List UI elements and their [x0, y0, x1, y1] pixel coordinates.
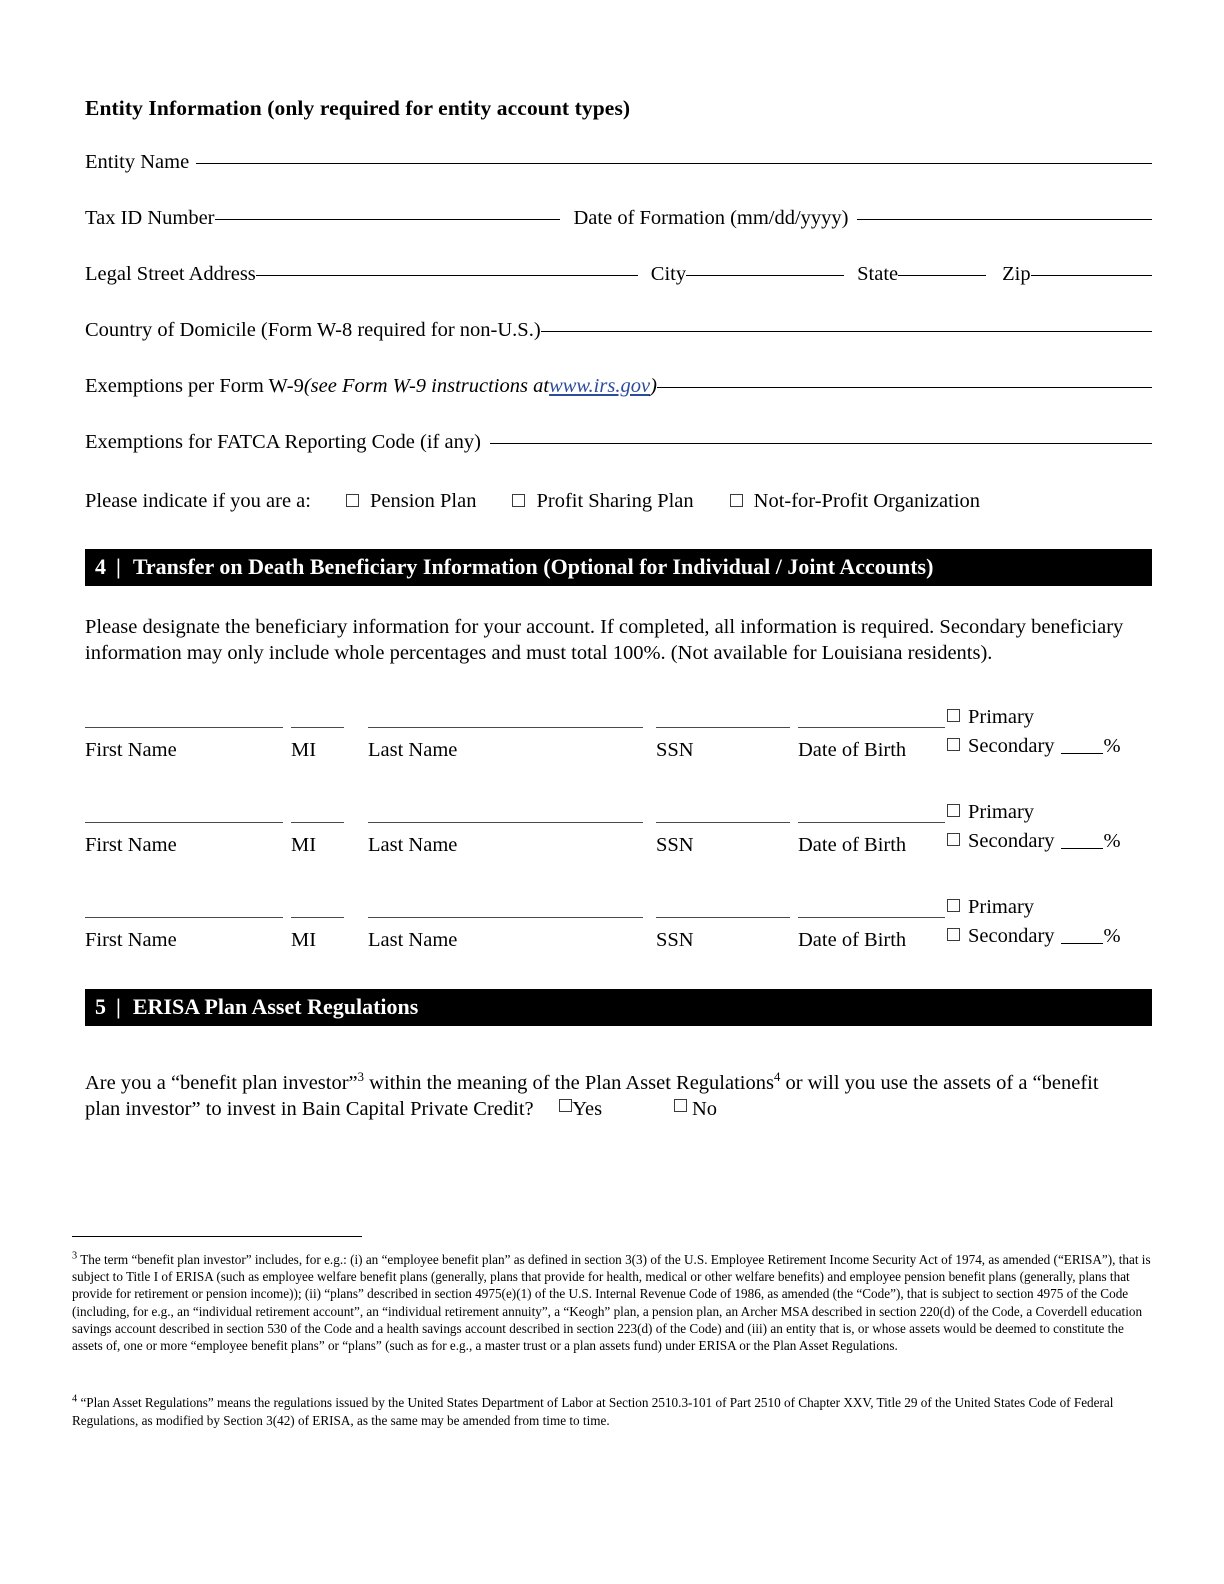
footnote-4-text: “Plan Asset Regulations” means the regulations issued by the United States Department of Labor at Section 2510.3-101 of Part 2510 of Chapter XXV, Title 29 of the United States Code of Federal Regulations, as modified by Section 3(42) of ERISA, as the same may be amended from time to time. — [72, 1395, 1114, 1428]
beneficiary-secondary-label: Secondary — [968, 735, 1055, 758]
beneficiary-ssn-input[interactable] — [656, 727, 790, 728]
entity-name-input[interactable] — [196, 163, 1152, 164]
beneficiary-last-name-label: Last Name — [368, 739, 458, 762]
exemptions-w9-input[interactable] — [657, 387, 1152, 388]
beneficiary-dob-label: Date of Birth — [798, 739, 907, 762]
pension-plan-checkbox[interactable] — [346, 494, 359, 507]
state-label: State — [857, 263, 899, 285]
footnote-3-text: The term “benefit plan investor” includes, for e.g.: (i) an “employee benefit plan” as defined in section 3(3) of the U.S. Employee Retirement Income Security Act of 1974, as amended (“ERISA”), that is subject to Title I of ERISA (such as employee welfare benefit plans (generally, plans that provide for health, medical or other welfare benefits) and employee pension benefit plans (generally, plans that provide for retirement or pension income)); (ii) “plans” described in section 4975(e)(1) of the U.S. Internal Revenue Code of 1986, as amended (the “Code”), that is subject to section 4975 of the Code (including, for e.g., an “individual retirement account”, an “individual retirement annuity”, a “Keogh” plan, a pension plan, an Archer MSA described in section 220(d) of the Code, a Coverdell education savings account described in section 530 of the Code and a health savings account described in section 223(d) of the Code) and (iii) an entity that is, or whose assets would be deemed to constitute the assets of, one or more “employee benefit plans” or “plans” (such as for e.g., a master trust or a plan assets fund) under ERISA or the Plan Asset Regulations. — [72, 1252, 1151, 1354]
profit-sharing-plan-checkbox[interactable] — [512, 494, 525, 507]
beneficiary-instructions: Please designate the beneficiary information for your account. If completed, all information is required. Secondary beneficiary information may only include whole percentages and must total 100%. (Not available for Louisiana residents). — [85, 615, 1124, 665]
beneficiary-primary-checkbox[interactable] — [947, 804, 960, 817]
exemptions-fatca-label: Exemptions for FATCA Reporting Code (if any) — [85, 431, 481, 453]
beneficiary-mi-label: MI — [291, 929, 317, 952]
irs-gov-link[interactable]: www.irs.gov — [549, 375, 651, 397]
beneficiary-primary-label: Primary — [968, 801, 1035, 824]
erisa-question-part-3: or will you use the assets of a “benefit plan investor” to invest in Bain Capital Private Credit? — [85, 1071, 1099, 1121]
section-5-header — [85, 989, 1152, 1026]
section-5-separator: | — [116, 994, 121, 1020]
zip-label: Zip — [1002, 263, 1031, 285]
legal-street-address-input[interactable] — [256, 275, 638, 276]
section-5-title: ERISA Plan Asset Regulations — [132, 994, 419, 1020]
beneficiary-row — [85, 879, 1152, 953]
erisa-no-label: No — [691, 1098, 718, 1121]
section-4-number: 4 — [95, 554, 106, 579]
beneficiary-percent-input[interactable] — [1061, 753, 1103, 754]
plan-type-prompt-label: Please indicate if you are a: — [85, 490, 311, 512]
beneficiary-mi-input[interactable] — [291, 917, 344, 918]
footnote-4 — [72, 1394, 1157, 1428]
beneficiary-secondary-label: Secondary — [968, 925, 1055, 948]
beneficiary-first-name-label: First Name — [85, 834, 177, 857]
beneficiary-row — [85, 784, 1152, 858]
beneficiary-dob-label: Date of Birth — [798, 834, 907, 857]
beneficiary-last-name-input[interactable] — [368, 727, 643, 728]
beneficiary-last-name-label: Last Name — [368, 834, 458, 857]
erisa-question-part-2: within the meaning of the Plan Asset Regulations — [364, 1071, 774, 1094]
erisa-question — [85, 1070, 1125, 1123]
beneficiary-mi-input[interactable] — [291, 727, 344, 728]
exemptions-fatca-row — [85, 431, 1152, 454]
beneficiary-dob-input[interactable] — [798, 917, 945, 918]
exemptions-w9-instructions-close: ) — [650, 375, 657, 397]
beneficiary-dob-input[interactable] — [798, 822, 945, 823]
date-of-formation-input[interactable] — [857, 219, 1153, 220]
footnote-3-marker: 3 — [72, 1250, 78, 1262]
page-content — [85, 0, 1152, 1123]
not-for-profit-organization-label: Not-for-Profit Organization — [753, 490, 981, 512]
footnote-3 — [72, 1251, 1157, 1354]
entity-information-heading: Entity Information (only required for entity account types) — [85, 96, 631, 120]
beneficiary-primary-checkbox[interactable] — [947, 709, 960, 722]
beneficiary-first-name-input[interactable] — [85, 727, 283, 728]
beneficiary-last-name-input[interactable] — [368, 822, 643, 823]
beneficiary-ssn-label: SSN — [656, 834, 694, 857]
beneficiary-percent-symbol: % — [1103, 830, 1121, 853]
entity-name-label: Entity Name — [85, 151, 190, 173]
beneficiary-rows — [85, 689, 1152, 953]
beneficiary-row — [85, 689, 1152, 763]
beneficiary-mi-label: MI — [291, 834, 317, 857]
plan-type-row — [85, 490, 1152, 513]
section-4-separator: | — [116, 554, 121, 579]
country-of-domicile-label: Country of Domicile (Form W-8 required for non-U.S.) — [85, 319, 541, 341]
section-5-number: 5 — [95, 994, 106, 1020]
beneficiary-secondary-checkbox[interactable] — [947, 738, 960, 751]
beneficiary-first-name-input[interactable] — [85, 822, 283, 823]
state-input[interactable] — [898, 275, 986, 276]
beneficiary-dob-label: Date of Birth — [798, 929, 907, 952]
beneficiary-ssn-input[interactable] — [656, 917, 790, 918]
beneficiary-primary-checkbox[interactable] — [947, 899, 960, 912]
beneficiary-last-name-label: Last Name — [368, 929, 458, 952]
beneficiary-percent-input[interactable] — [1061, 848, 1103, 849]
beneficiary-ssn-label: SSN — [656, 929, 694, 952]
beneficiary-secondary-checkbox[interactable] — [947, 928, 960, 941]
entity-name-field-row — [85, 151, 1152, 174]
beneficiary-percent-symbol: % — [1103, 735, 1121, 758]
country-of-domicile-row — [85, 319, 1152, 342]
country-of-domicile-input[interactable] — [541, 331, 1152, 332]
beneficiary-mi-label: MI — [291, 739, 317, 762]
beneficiary-mi-input[interactable] — [291, 822, 344, 823]
exemptions-w9-label: Exemptions per Form W-9 — [85, 375, 304, 397]
beneficiary-primary-label: Primary — [968, 706, 1035, 729]
section-4-title: Transfer on Death Beneficiary Information (Optional for Individual / Joint Accounts) — [132, 554, 934, 579]
tax-id-number-label: Tax ID Number — [85, 207, 215, 229]
tax-id-number-input[interactable] — [215, 219, 560, 220]
beneficiary-first-name-label: First Name — [85, 739, 177, 762]
beneficiary-first-name-label: First Name — [85, 929, 177, 952]
beneficiary-percent-input[interactable] — [1061, 943, 1103, 944]
not-for-profit-organization-checkbox[interactable] — [730, 494, 743, 507]
beneficiary-first-name-input[interactable] — [85, 917, 283, 918]
city-input[interactable] — [686, 275, 844, 276]
footnote-4-marker: 4 — [72, 1393, 78, 1405]
beneficiary-primary-label: Primary — [968, 896, 1035, 919]
pension-plan-label: Pension Plan — [369, 490, 477, 512]
exemptions-fatca-input[interactable] — [490, 443, 1152, 444]
erisa-yes-checkbox[interactable] — [559, 1099, 572, 1112]
beneficiary-secondary-checkbox[interactable] — [947, 833, 960, 846]
beneficiary-secondary-label: Secondary — [968, 830, 1055, 853]
beneficiary-ssn-label: SSN — [656, 739, 694, 762]
address-row — [85, 263, 1152, 286]
tax-id-formation-row — [85, 207, 1152, 230]
beneficiary-last-name-input[interactable] — [368, 917, 643, 918]
erisa-footnote-marker-3: 3 — [357, 1069, 365, 1084]
beneficiary-dob-input[interactable] — [798, 727, 945, 728]
beneficiary-percent-symbol: % — [1103, 925, 1121, 948]
exemptions-w9-row — [85, 375, 1152, 398]
erisa-no-checkbox[interactable] — [674, 1099, 687, 1112]
erisa-footnote-marker-4: 4 — [773, 1069, 781, 1084]
beneficiary-ssn-input[interactable] — [656, 822, 790, 823]
date-of-formation-label: Date of Formation (mm/dd/yyyy) — [573, 207, 849, 229]
zip-input[interactable] — [1031, 275, 1152, 276]
exemptions-w9-instructions-open: (see Form W-9 instructions at — [303, 375, 550, 397]
footnote-area — [72, 1236, 1157, 1429]
city-label: City — [650, 263, 687, 285]
profit-sharing-plan-label: Profit Sharing Plan — [536, 490, 694, 512]
erisa-yes-label: Yes — [572, 1098, 603, 1121]
section-4-header — [85, 549, 1152, 586]
legal-street-address-label: Legal Street Address — [85, 263, 256, 285]
erisa-question-part-1: Are you a “benefit plan investor” — [85, 1071, 358, 1094]
